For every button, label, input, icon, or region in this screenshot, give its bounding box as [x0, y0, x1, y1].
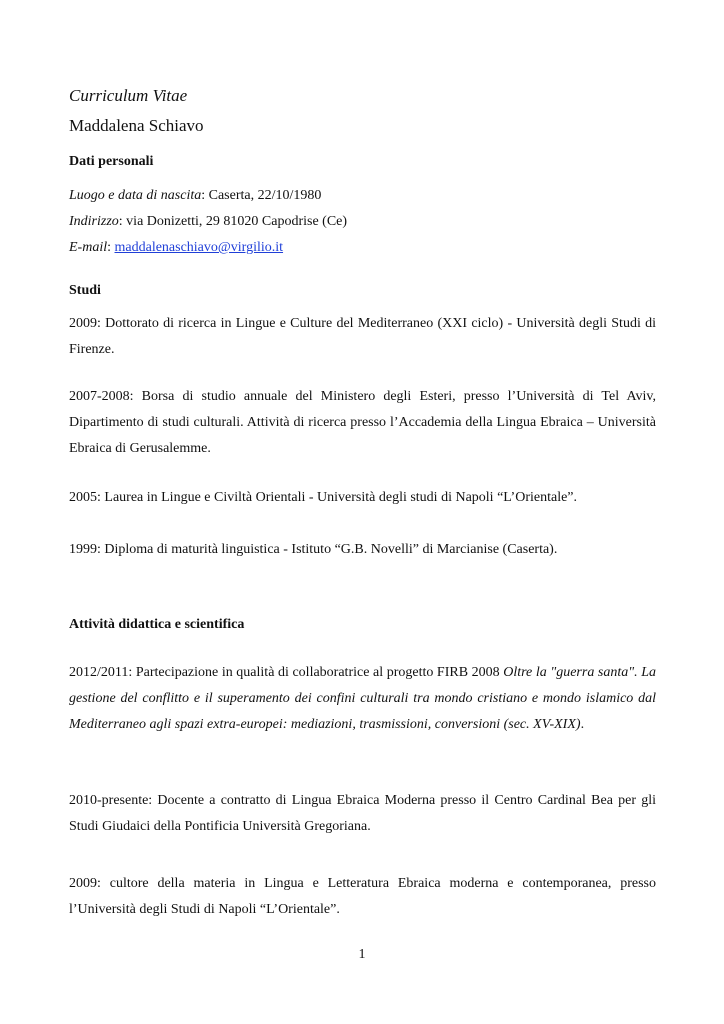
personal-details: [69, 183, 656, 261]
address-line: [69, 209, 656, 235]
birth-label: Luogo e data di nascita: [69, 188, 202, 203]
address-label: Indirizzo: [69, 214, 119, 229]
cv-title: Curriculum Vitae: [69, 86, 188, 105]
study-item-diploma: 1999: Diploma di maturità linguistica - Istituto “G.B. Novelli” di Marcianise (Caserta).: [69, 542, 558, 557]
firb-project-title: Oltre la "guerra santa". La gestione del conflitto e il superamento dei confini culturali tra mondo cristiano e mondo islamico dal Mediterraneo agli spazi extra-europei: mediazioni, trasmissioni, conversioni (sec. XV-XIX): [69, 665, 656, 732]
firb-suffix: .: [580, 717, 585, 732]
email-label: E-mail: [69, 240, 108, 255]
birth-line: [69, 183, 656, 209]
section-heading-studies: Studi: [69, 283, 101, 298]
address-value: : via Donizetti, 29 81020 Capodrise (Ce): [118, 214, 348, 229]
firb-prefix: 2012/2011: Partecipazione in qualità di collaboratrice al progetto FIRB 2008: [69, 665, 504, 680]
study-item-scholarship: 2007-2008: Borsa di studio annuale del Ministero degli Esteri, presso l’Università di Tel Aviv, Dipartimento di studi culturali. Attività di ricerca presso l’Accademia della Lingua Ebraica – Università Ebraica di Gerusalemme.: [69, 389, 656, 456]
activity-item-teaching: 2010-presente: Docente a contratto di Lingua Ebraica Moderna presso il Centro Cardinal Bea per gli Studi Giudaici della Pontificia Università Gregoriana.: [69, 793, 656, 834]
activity-item-cultore: 2009: cultore della materia in Lingua e Letteratura Ebraica moderna e contemporanea, presso l’Università degli Studi di Napoli “L’Orientale”.: [69, 876, 656, 917]
email-line: [69, 235, 656, 261]
email-separator: :: [107, 240, 115, 255]
study-item-phd: 2009: Dottorato di ricerca in Lingue e Culture del Mediterraneo (XXI ciclo) - Università degli Studi di Firenze.: [69, 316, 656, 357]
study-item-degree: 2005: Laurea in Lingue e Civiltà Orientali - Università degli studi di Napoli “L’Orientale”.: [69, 490, 578, 505]
page-number: 1: [358, 947, 366, 962]
activity-item-firb: [69, 660, 656, 738]
section-heading-activities: Attività didattica e scientifica: [69, 617, 245, 632]
birth-value: : Caserta, 22/10/1980: [201, 188, 322, 203]
section-heading-personal: Dati personali: [69, 154, 154, 169]
person-name: Maddalena Schiavo: [69, 116, 204, 135]
email-link[interactable]: maddalenaschiavo@virgilio.it: [114, 240, 284, 255]
